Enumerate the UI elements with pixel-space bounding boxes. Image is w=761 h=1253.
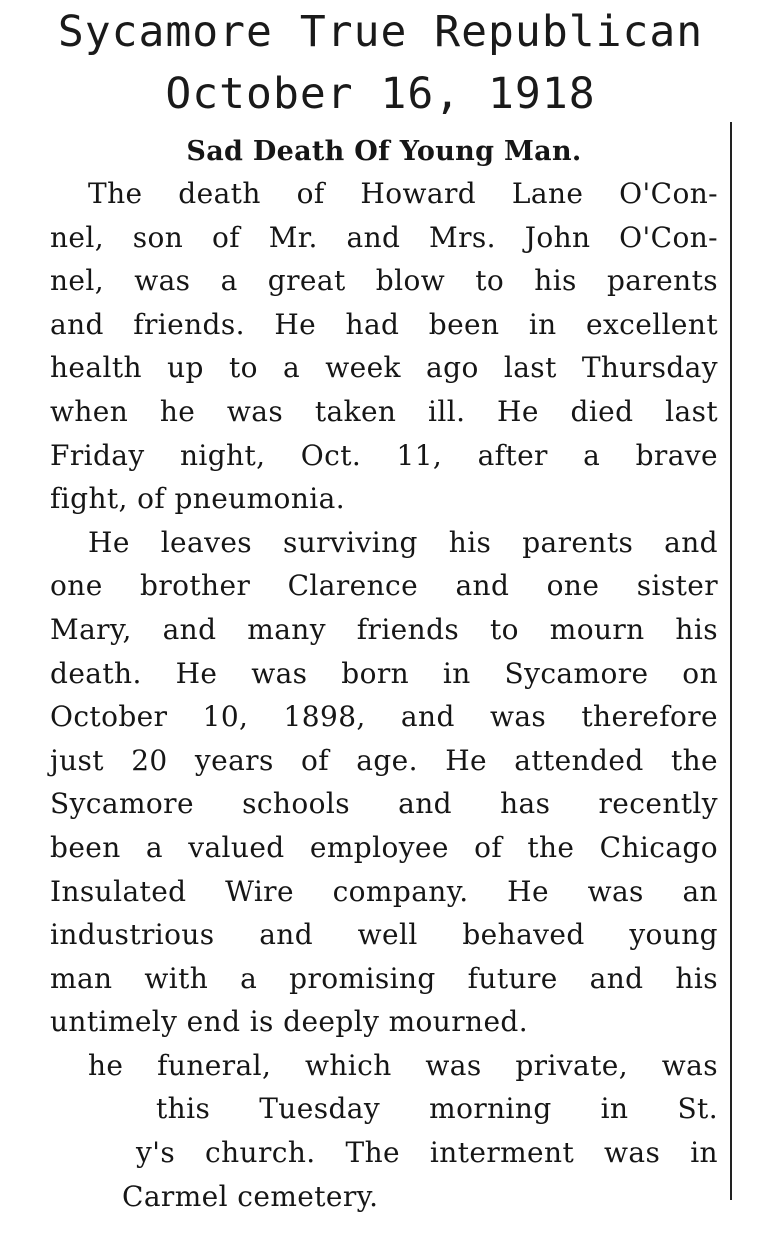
obituary-article [50,132,718,1218]
text-line: nel, was a great blow to his parents [50,264,718,298]
text-line: Sycamore schools and has recently [50,787,718,821]
paragraph-3 [50,1044,718,1218]
text-line: Insulated Wire company. He was an [50,874,718,908]
text-line: he funeral, which was private, was [88,1048,718,1082]
text-line: y's church. The interment was in [136,1136,718,1170]
text-line: been a valued employee of the Chicago [50,830,718,864]
text-line: one brother Clarence and one sister [50,569,718,603]
paragraph-1 [50,172,718,521]
text-line: nel, son of Mr. and Mrs. John O'Con- [50,220,718,254]
text-line: health up to a week ago last Thursday [50,351,718,385]
newspaper-name: Sycamore True Republican [57,7,704,57]
text-line: industrious and well behaved young [50,918,718,952]
text-line: this Tuesday morning in St. [156,1092,718,1126]
column-rule [730,122,732,1200]
text-line: untimely end is deeply mourned. [50,1005,529,1039]
text-line: just 20 years of age. He attended the [50,743,718,777]
text-line: The death of Howard Lane O'Con- [88,177,718,210]
publication-date: October 16, 1918 [165,69,596,119]
paragraph-2 [50,521,718,1044]
text-line: when he was taken ill. He died last [50,394,718,428]
article-headline: Sad Death Of Young Man. [186,136,582,167]
text-line: He leaves surviving his parents and [88,525,718,559]
text-line: Carmel cemetery. [122,1179,379,1213]
text-line: Mary, and many friends to mourn his [50,612,718,646]
text-line: fight, of pneumonia. [50,482,345,516]
text-line: Friday night, Oct. 11, after a brave [50,438,718,472]
text-line: October 10, 1898, and was therefore [50,700,718,734]
text-line: man with a promising future and his [50,961,718,995]
text-line: and friends. He had been in excellent [50,307,718,341]
text-line: death. He was born in Sycamore on [50,656,718,690]
